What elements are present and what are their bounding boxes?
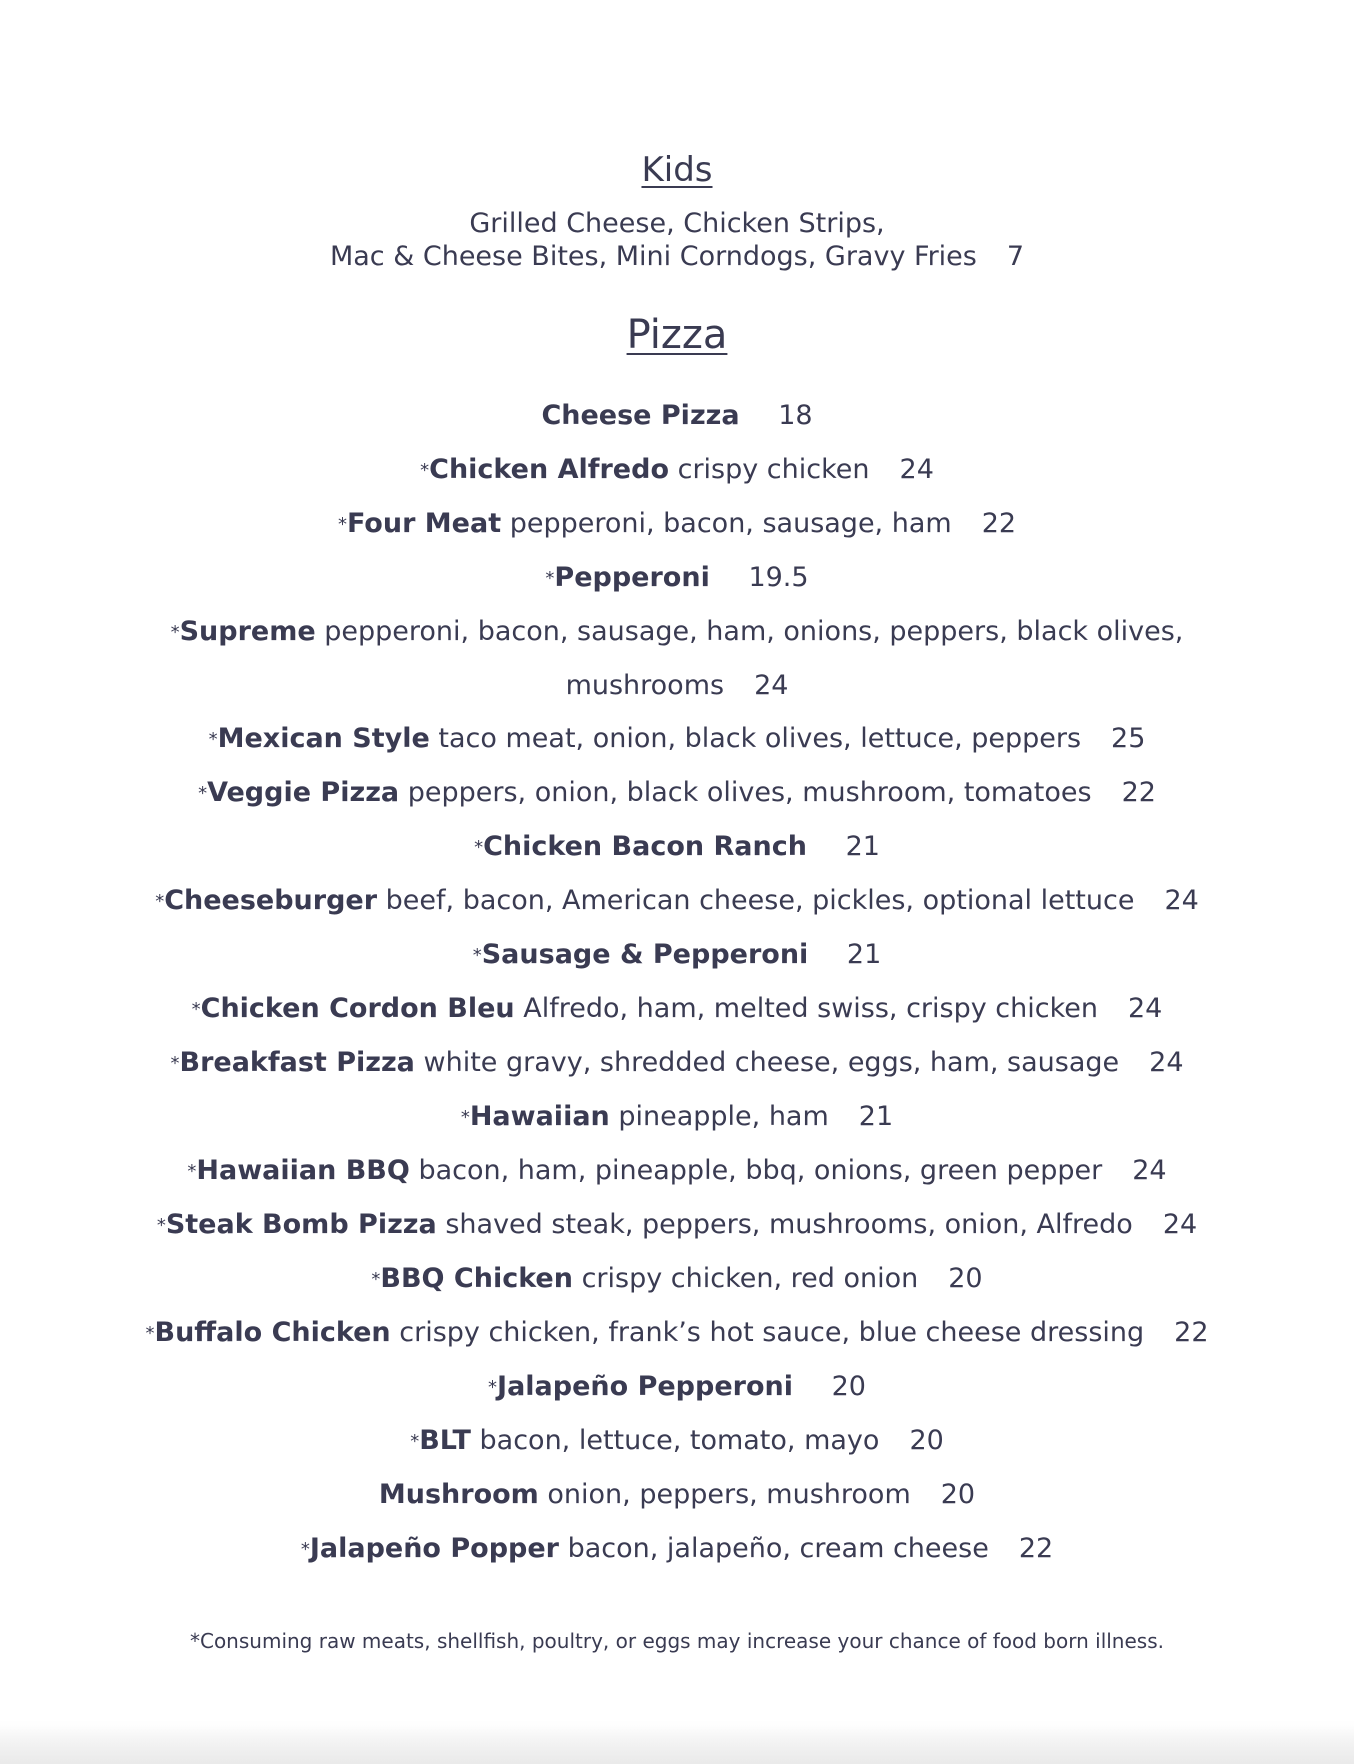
pizza-item-name: Breakfast Pizza: [179, 1046, 415, 1078]
pizza-item-blt: [60, 1414, 1294, 1468]
pizza-item-cheeseburger: [60, 874, 1294, 928]
pizza-item-description: crispy chicken: [677, 453, 870, 485]
pizza-item-price: 21: [858, 1100, 894, 1132]
pizza-item-price: 24: [1132, 1154, 1167, 1186]
pizza-item-hawaiian: [60, 1090, 1294, 1144]
pizza-item-star: *: [187, 1160, 197, 1182]
pizza-item-mexican-style: [60, 712, 1294, 766]
pizza-item-star: *: [460, 1106, 470, 1128]
pizza-item-name: Buffalo Chicken: [154, 1316, 391, 1348]
pizza-item-star: *: [410, 1430, 420, 1452]
pizza-item-sausage-pepperoni: [60, 928, 1294, 982]
pizza-item-price: 24: [1128, 992, 1163, 1024]
pizza-item-description: peppers, onion, black olives, mushroom, tomatoes: [407, 776, 1092, 808]
pizza-item-bbq-chicken: [60, 1252, 1294, 1306]
pizza-item-buffalo-chicken: [60, 1306, 1294, 1360]
pizza-item-star: *: [300, 1538, 310, 1560]
kids-items-line-2: [60, 240, 1294, 273]
food-safety-disclaimer: *Consuming raw meats, shellfish, poultry, or eggs may increase your chance of food born illness.: [189, 1628, 1164, 1653]
pizza-item-description: shaved steak, peppers, mushrooms, onion, Alfredo: [445, 1208, 1133, 1240]
pizza-item-star: *: [170, 1052, 180, 1074]
pizza-item-price: 20: [831, 1370, 866, 1402]
pizza-item-price: 24: [1149, 1046, 1184, 1078]
pizza-item-name: Pepperoni: [554, 561, 710, 593]
pizza-item-breakfast-pizza: [60, 1036, 1294, 1090]
pizza-item-name: Hawaiian BBQ: [196, 1154, 410, 1186]
pizza-item-name: Supreme: [179, 615, 316, 647]
pizza-item-steak-bomb-pizza: [60, 1198, 1294, 1252]
pizza-item-star: *: [156, 1214, 166, 1236]
pizza-item-price: 20: [909, 1424, 944, 1456]
pizza-item-name: Jalapeño Pepperoni: [497, 1370, 793, 1402]
pizza-item-name: Veggie Pizza: [207, 776, 400, 808]
pizza-item-jalapeno-pepperoni: [60, 1360, 1294, 1414]
pizza-item-name: Jalapeño Popper: [309, 1532, 559, 1564]
pizza-item-description: taco meat, onion, black olives, lettuce, peppers: [438, 722, 1082, 754]
pizza-item-supreme: [60, 605, 1294, 712]
pizza-item-description: beef, bacon, American cheese, pickles, optional lettuce: [385, 884, 1135, 916]
pizza-item-name: Hawaiian: [469, 1100, 610, 1132]
pizza-item-price: 21: [845, 830, 880, 862]
pizza-item-star: *: [191, 998, 201, 1020]
pizza-item-price: 24: [1162, 1208, 1198, 1240]
pizza-item-description: crispy chicken, frank’s hot sauce, blue cheese dressing: [399, 1316, 1145, 1348]
pizza-item-price: 22: [1018, 1532, 1054, 1564]
pizza-item-price: 20: [940, 1478, 976, 1510]
menu-content: [60, 150, 1294, 1654]
kids-items-line-2-text: Mac & Cheese Bites, Mini Corndogs, Gravy Fries: [329, 240, 977, 272]
pizza-item-veggie-pizza: [60, 766, 1294, 820]
pizza-item-star: *: [155, 890, 165, 912]
kids-price: 7: [1006, 240, 1025, 272]
pizza-item-pepperoni: [60, 551, 1294, 605]
pizza-item-description: white gravy, shredded cheese, eggs, ham, sausage: [423, 1046, 1120, 1078]
pizza-item-hawaiian-bbq: [60, 1144, 1294, 1198]
pizza-item-name: Cheeseburger: [164, 884, 378, 916]
pizza-item-price: 22: [1121, 776, 1156, 808]
pizza-item-description: Alfredo, ham, melted swiss, crispy chicken: [523, 992, 1098, 1024]
pizza-item-price: 19.5: [748, 561, 809, 593]
pizza-item-name: Chicken Cordon Bleu: [200, 992, 515, 1024]
kids-items-line-1: Grilled Cheese, Chicken Strips,: [469, 207, 885, 239]
pizza-item-four-meat: [60, 497, 1294, 551]
pizza-item-description: pepperoni, bacon, sausage, ham, onions, peppers, black olives, mushrooms: [324, 615, 1184, 701]
pizza-item-description: crispy chicken, red onion: [581, 1262, 919, 1294]
kids-section-title: Kids: [641, 150, 713, 190]
pizza-item-mushroom: [60, 1468, 1294, 1522]
pizza-item-price: 24: [1164, 884, 1199, 916]
pizza-item-star: *: [488, 1376, 498, 1398]
pizza-item-name: Chicken Alfredo: [429, 453, 669, 485]
pizza-item-name: Steak Bomb Pizza: [165, 1208, 437, 1240]
pizza-item-star: *: [145, 1322, 155, 1344]
pizza-item-description: bacon, jalapeño, cream cheese: [567, 1532, 989, 1564]
pizza-item-star: *: [198, 782, 208, 804]
pizza-item-star: *: [474, 836, 484, 858]
pizza-item-star: *: [337, 513, 347, 535]
kids-section-body: [60, 207, 1294, 273]
pizza-item-chicken-cordon-bleu: [60, 982, 1294, 1036]
pizza-section-title: Pizza: [626, 311, 728, 358]
pizza-item-price: 18: [778, 399, 813, 431]
pizza-item-star: *: [371, 1268, 381, 1290]
pizza-item-chicken-alfredo: [60, 443, 1294, 497]
pizza-item-name: Four Meat: [346, 507, 502, 539]
pizza-item-star: *: [420, 459, 430, 481]
pizza-item-name: Mushroom: [378, 1478, 539, 1510]
pizza-item-name: Sausage & Pepperoni: [481, 938, 809, 970]
pizza-item-price: 22: [981, 507, 1017, 539]
pizza-item-price: 21: [846, 938, 882, 970]
pizza-item-name: Chicken Bacon Ranch: [483, 830, 807, 862]
pizza-item-name: Cheese Pizza: [541, 399, 740, 431]
pizza-item-cheese-pizza: [60, 389, 1294, 443]
pizza-list: [60, 389, 1294, 1576]
pizza-item-description: bacon, lettuce, tomato, mayo: [479, 1424, 880, 1456]
pizza-item-star: *: [472, 944, 482, 966]
pizza-item-price: 24: [899, 453, 934, 485]
pizza-item-description: pepperoni, bacon, sausage, ham: [509, 507, 952, 539]
pizza-item-chicken-bacon-ranch: [60, 820, 1294, 874]
pizza-item-price: 24: [754, 669, 789, 701]
pizza-item-description: onion, peppers, mushroom: [547, 1478, 911, 1510]
pizza-item-star: *: [170, 621, 180, 643]
pizza-item-price: 20: [948, 1262, 983, 1294]
pizza-item-price: 22: [1174, 1316, 1209, 1348]
pizza-item-name: Mexican Style: [217, 722, 430, 754]
pizza-item-jalapeno-popper: [60, 1522, 1294, 1576]
pizza-item-star: *: [545, 567, 555, 589]
pizza-item-description: pineapple, ham: [618, 1100, 829, 1132]
pizza-item-price: 25: [1111, 722, 1146, 754]
pizza-item-name: BLT: [419, 1424, 471, 1456]
page-bottom-shadow: [0, 1726, 1354, 1764]
pizza-item-description: bacon, ham, pineapple, bbq, onions, green pepper: [418, 1154, 1103, 1186]
pizza-item-star: *: [208, 728, 218, 750]
pizza-item-name: BBQ Chicken: [380, 1262, 573, 1294]
